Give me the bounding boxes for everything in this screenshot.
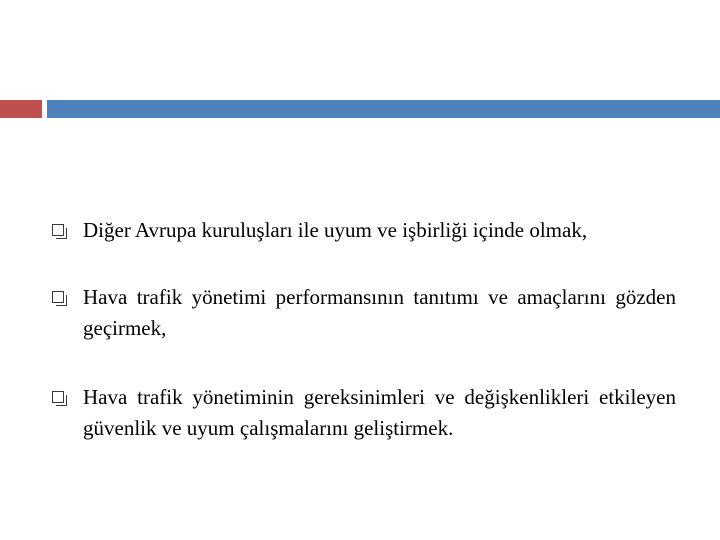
hollow-square-bullet-icon	[52, 224, 64, 236]
hollow-square-bullet-icon	[52, 391, 64, 403]
bullet-text: Hava trafik yönetiminin gereksinimleri ve değişkenlikleri etkileyen güvenlik ve uyum çalışmalarını geliştirmek.	[83, 385, 676, 440]
hollow-square-bullet-icon	[52, 291, 64, 303]
bullet-text: Hava trafik yönetimi performansının tanıtımı ve amaçlarını gözden geçirmek,	[83, 285, 676, 340]
bullet-text: Diğer Avrupa kuruluşları ile uyum ve işbirliği içinde olmak,	[83, 218, 588, 242]
